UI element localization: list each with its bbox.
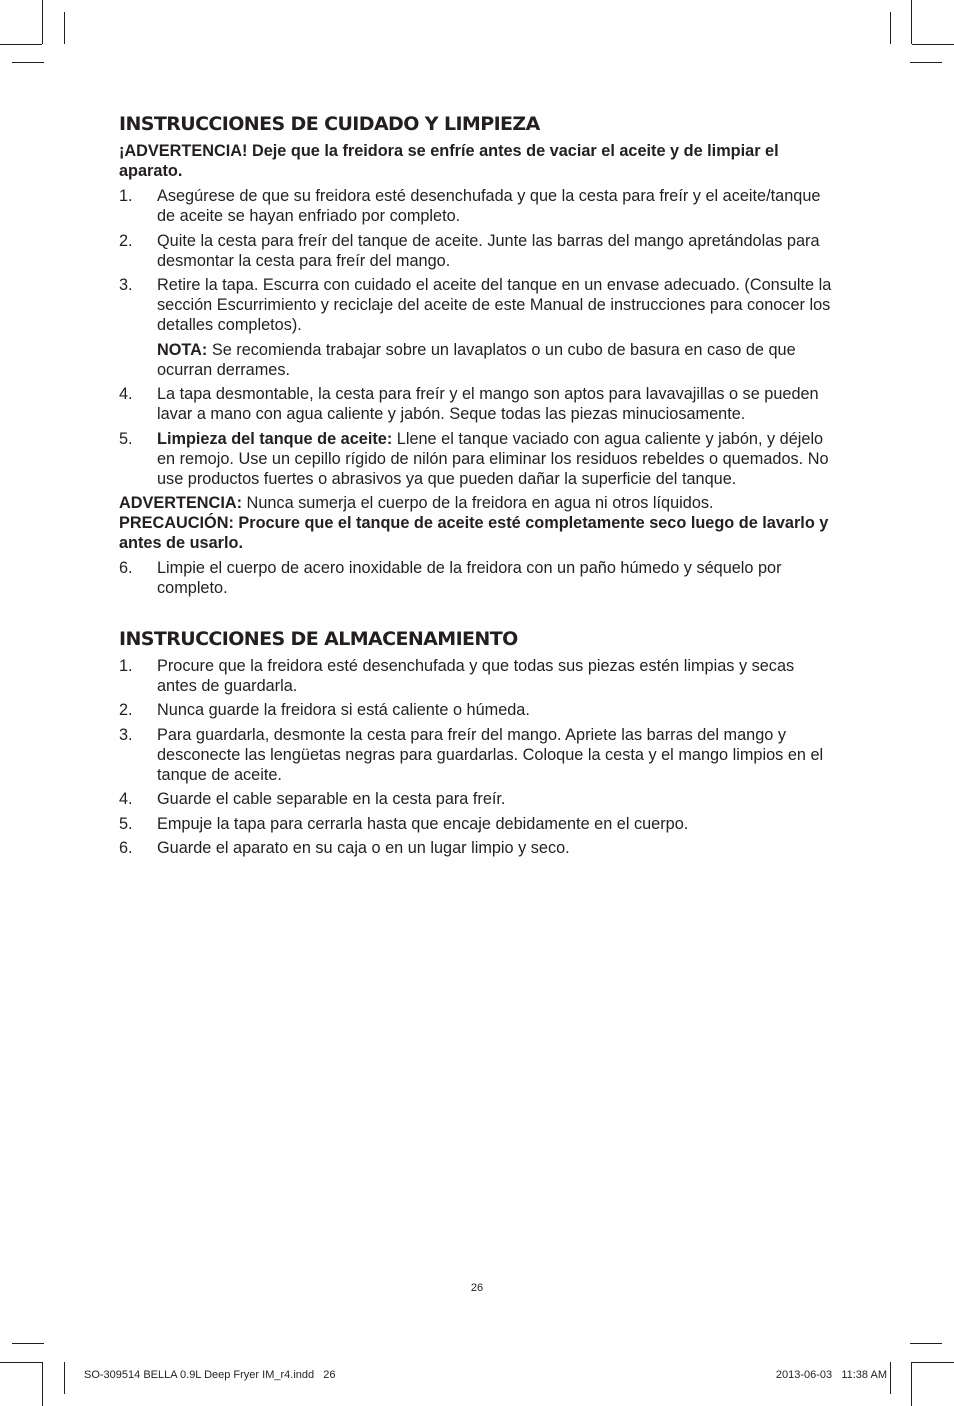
list-item: 3. Para guardarla, desmonte la cesta para freír del mango. Apriete las barras del mango y desconecte las lengüetas negras para guardarlas. Coloque la cesta y el mango limpios en el tanque de aceite. — [119, 725, 824, 784]
list-item: 4. La tapa desmontable, la cesta para freír y el mango son aptos para lavavajillas o se pueden lavar a mano con agua caliente y jabón. Seque todas las piezas minuciosamente. — [119, 385, 819, 423]
crop-mark — [910, 62, 942, 63]
crop-mark — [0, 1362, 42, 1363]
list-item: 4. Guarde el cable separable en la cesta para freír. — [119, 790, 506, 808]
precaucion-text: PRECAUCIÓN: Procure que el tanque de aceite esté completamente seco luego de lavarlo y antes de usarlo. — [119, 514, 829, 552]
advertencia-text: ADVERTENCIA: Nunca sumerja el cuerpo de la freidora en agua ni otros líquidos. — [119, 494, 714, 512]
list-item: 6. Limpie el cuerpo de acero inoxidable de la freidora con un paño húmedo y séquelo por completo. — [119, 558, 782, 597]
crop-mark — [910, 1343, 942, 1344]
slug-timestamp: 2013-06-03 11:38 AM — [775, 1369, 887, 1381]
crop-mark — [12, 62, 44, 63]
crop-mark — [911, 1362, 912, 1406]
list-item: 3. Retire la tapa. Escurra con cuidado el aceite del tanque en un envase adecuado. (Consulte la sección Escurrimiento y reciclaje del aceite de este Manual de instrucciones para conocer los detalles completos). — [119, 276, 832, 334]
crop-mark — [890, 1362, 891, 1394]
crop-mark — [42, 0, 43, 44]
list-item: 6. Guarde el aparato en su caja o en un lugar limpio y seco. — [119, 839, 570, 857]
crop-mark — [0, 44, 42, 45]
list-item: 5. Limpieza del tanque de aceite: Llene el tanque vaciado con agua caliente y jabón, y déjelo en remojo. Use un cepillo rígido de nilón para eliminar los residuos rebeldes o quemados. No use productos fuertes o abrasivos ya que pueden dañar la superficie del tanque. — [119, 429, 829, 488]
crop-mark — [912, 1362, 954, 1363]
section-title-care: INSTRUCCIONES DE CUIDADO Y LIMPIEZA — [119, 113, 540, 135]
page-content — [119, 113, 834, 863]
crop-mark — [12, 1343, 44, 1344]
crop-mark — [890, 12, 891, 44]
crop-mark — [64, 12, 65, 44]
list-item: 2. Quite la cesta para freír del tanque de aceite. Junte las barras del mango apretándolas para desmontar la cesta para freír del mango. — [119, 231, 820, 270]
crop-mark — [64, 1362, 65, 1394]
list-item: 1. Asegúrese de que su freidora esté desenchufada y que la cesta para freír y el aceite/tanque de aceite se hayan enfriado por completo. — [119, 187, 821, 225]
crop-mark — [912, 44, 954, 45]
slug-file-info: SO-309514 BELLA 0.9L Deep Fryer IM_r4.indd 26 — [84, 1369, 336, 1381]
crop-mark — [911, 0, 912, 44]
page-number: 26 — [470, 1282, 484, 1294]
crop-mark — [42, 1362, 43, 1406]
list-item: 5. Empuje la tapa para cerrarla hasta que encaje debidamente en el cuerpo. — [119, 814, 689, 833]
section-title-storage: INSTRUCCIONES DE ALMACENAMIENTO — [119, 627, 518, 650]
list-item: 1. Procure que la freidora esté desenchufada y que todas sus piezas estén limpias y secas antes de guardarla. — [119, 656, 795, 695]
note-text: NOTA: Se recomienda trabajar sobre un lavaplatos o un cubo de basura en caso de que ocurran derrames. — [157, 340, 796, 379]
warning-block — [119, 493, 834, 553]
list-item: 2. Nunca guarde la freidora si está caliente o húmeda. — [119, 701, 530, 719]
warning-text: ¡ADVERTENCIA! Deje que la freidora se enfríe antes de vaciar el aceite y de limpiar el aparato. — [119, 142, 779, 180]
